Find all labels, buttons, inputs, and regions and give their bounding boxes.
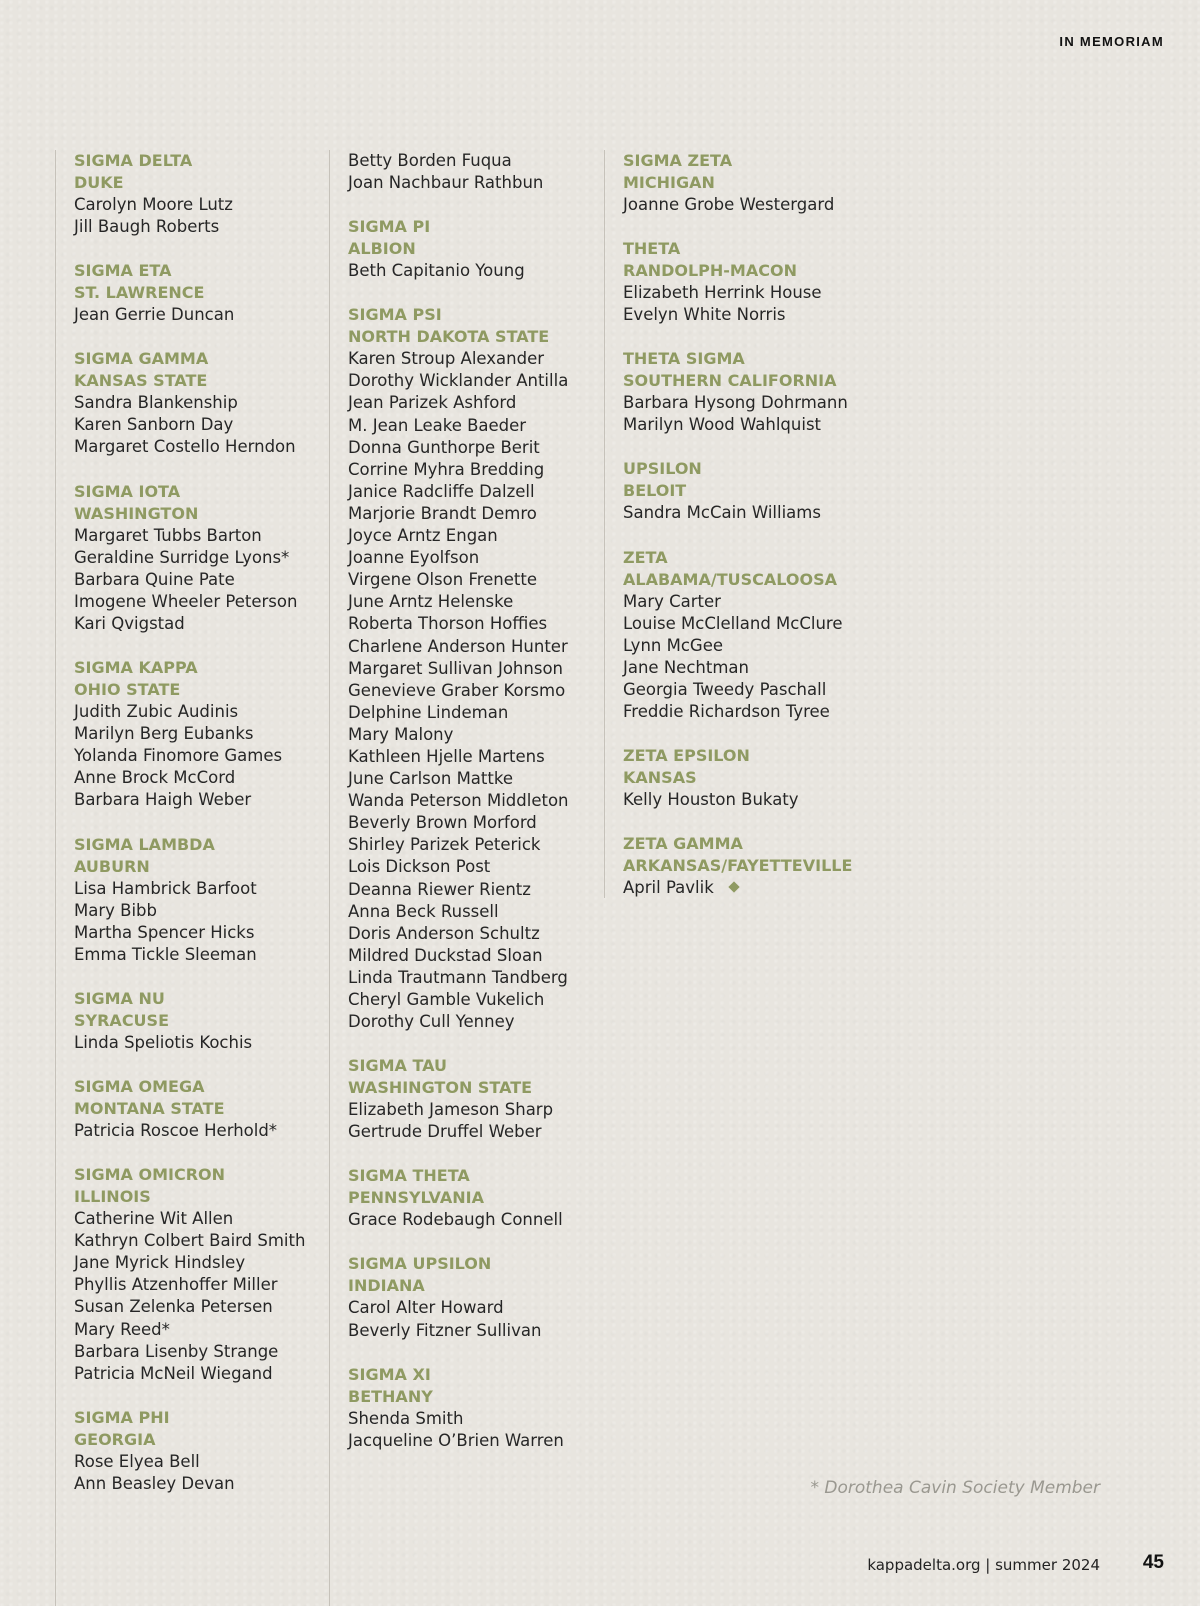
member-name-row xyxy=(74,1274,324,1296)
member-name-row xyxy=(348,503,598,525)
member-name-row xyxy=(74,723,324,745)
chapter-name: SIGMA PHI xyxy=(74,1407,170,1427)
member-name: Martha Spencer Hicks xyxy=(74,922,255,942)
member-name: Susan Zelenka Petersen xyxy=(74,1297,273,1317)
member-name-row xyxy=(74,304,324,326)
member-name-row xyxy=(623,657,873,679)
member-name: Emma Tickle Sleeman xyxy=(74,944,257,964)
chapter-name: ZETA EPSILON xyxy=(623,746,750,766)
member-name: Gertrude Druffel Weber xyxy=(348,1122,542,1142)
school-name: PENNSYLVANIA xyxy=(348,1188,484,1208)
member-name-row xyxy=(348,1011,598,1033)
chapter-section xyxy=(74,1164,324,1385)
member-name-row xyxy=(348,459,598,481)
member-name-row xyxy=(74,944,324,966)
chapter-name: SIGMA NU xyxy=(74,988,165,1008)
member-name: Charlene Anderson Hunter xyxy=(348,636,568,656)
school-name: WASHINGTON STATE xyxy=(348,1078,533,1098)
member-name-row xyxy=(348,481,598,503)
member-name: Marilyn Berg Eubanks xyxy=(74,724,254,744)
member-name: Kathryn Colbert Baird Smith xyxy=(74,1231,306,1251)
chapter-section xyxy=(623,547,873,724)
member-name-row xyxy=(623,304,873,326)
member-name-row xyxy=(623,392,873,414)
chapter-name: THETA SIGMA xyxy=(623,349,745,369)
chapter-section xyxy=(623,458,873,524)
member-name: Joanne Eyolfson xyxy=(348,548,480,568)
member-name: Evelyn White Norris xyxy=(623,305,786,325)
member-name: Doris Anderson Schultz xyxy=(348,923,540,943)
chapter-name: ZETA GAMMA xyxy=(623,834,743,854)
member-name-row xyxy=(74,1473,324,1495)
member-name: Judith Zubic Audinis xyxy=(74,702,239,722)
member-name-row xyxy=(348,967,598,989)
member-name: June Arntz Helenske xyxy=(348,592,514,612)
chapter-name: SIGMA KAPPA xyxy=(74,658,198,678)
member-name-row xyxy=(74,1208,324,1230)
member-name: Louise McClelland McClure xyxy=(623,613,843,633)
member-name: Carol Alter Howard xyxy=(348,1298,504,1318)
member-name-row xyxy=(348,746,598,768)
member-name-row xyxy=(74,436,324,458)
member-name: Geraldine Surridge Lyons* xyxy=(74,547,290,567)
member-name: Jacqueline O’Brien Warren xyxy=(348,1430,564,1450)
chapter-name: UPSILON xyxy=(623,459,702,479)
member-name: Sandra McCain Williams xyxy=(623,503,821,523)
member-name: Patricia Roscoe Herhold* xyxy=(74,1120,278,1140)
member-name: April Pavlik xyxy=(623,878,714,898)
chapter-name: SIGMA ETA xyxy=(74,261,172,281)
member-name-row xyxy=(74,701,324,723)
member-name: Freddie Richardson Tyree xyxy=(623,702,830,722)
member-name: Joan Nachbaur Rathbun xyxy=(348,173,544,193)
member-name-row xyxy=(623,789,873,811)
chapter-section xyxy=(74,1076,324,1142)
member-name-row xyxy=(348,172,598,194)
school-name: RANDOLPH-MACON xyxy=(623,261,797,281)
diamond-icon xyxy=(728,882,739,893)
member-name-row xyxy=(74,613,324,635)
member-name: Ann Beasley Devan xyxy=(74,1473,235,1493)
memorial-column-1 xyxy=(55,150,324,1606)
member-name-row xyxy=(74,878,324,900)
chapter-name: SIGMA XI xyxy=(348,1364,431,1384)
member-name: Donna Gunthorpe Berit xyxy=(348,437,540,457)
member-name: Shirley Parizek Peterick xyxy=(348,835,541,855)
member-name: Kelly Houston Bukaty xyxy=(623,790,799,810)
member-name: M. Jean Leake Baeder xyxy=(348,415,527,435)
member-name: Sandra Blankenship xyxy=(74,393,238,413)
member-name-row xyxy=(74,216,324,238)
member-name: Virgene Olson Frenette xyxy=(348,570,538,590)
chapter-name: SIGMA TAU xyxy=(348,1056,448,1076)
member-name-row xyxy=(623,414,873,436)
member-name: Elizabeth Jameson Sharp xyxy=(348,1100,554,1120)
member-name-row xyxy=(348,812,598,834)
member-name: Cheryl Gamble Vukelich xyxy=(348,990,545,1009)
memorial-column-2 xyxy=(329,150,598,1606)
member-name: Georgia Tweedy Paschall xyxy=(623,679,827,699)
chapter-section xyxy=(348,1055,598,1143)
chapter-section xyxy=(74,150,324,238)
chapter-section xyxy=(74,834,324,966)
member-name-row xyxy=(348,879,598,901)
member-name: Wanda Peterson Middleton xyxy=(348,791,569,811)
member-name-row xyxy=(74,1319,324,1341)
member-name: Barbara Hysong Dohrmann xyxy=(623,393,848,413)
chapter-section xyxy=(623,745,873,811)
member-name-row xyxy=(623,591,873,613)
member-name: Karen Sanborn Day xyxy=(74,415,234,435)
school-name: DUKE xyxy=(74,173,124,192)
member-name-row xyxy=(348,613,598,635)
school-name: BELOIT xyxy=(623,481,687,501)
member-name: Jean Gerrie Duncan xyxy=(74,305,235,325)
member-name-row xyxy=(623,701,873,723)
member-name: Mary Bibb xyxy=(74,900,157,920)
school-name: KANSAS STATE xyxy=(74,371,208,391)
member-name: Corrine Myhra Bredding xyxy=(348,459,545,479)
member-name: Linda Speliotis Kochis xyxy=(74,1032,253,1052)
page-number: 45 xyxy=(1142,1552,1164,1573)
member-name: Beverly Brown Morford xyxy=(348,813,537,833)
memorial-column-3 xyxy=(604,150,873,898)
member-name-row xyxy=(74,569,324,591)
chapter-name: SIGMA UPSILON xyxy=(348,1254,492,1274)
member-name-row xyxy=(74,1120,324,1142)
member-name-row xyxy=(348,658,598,680)
member-name: Barbara Lisenby Strange xyxy=(74,1341,279,1361)
member-name-row xyxy=(348,348,598,370)
member-name: Beverly Fitzner Sullivan xyxy=(348,1320,542,1340)
member-name: Mary Carter xyxy=(623,591,721,611)
school-name: AUBURN xyxy=(74,856,150,876)
member-name-row xyxy=(623,613,873,635)
school-name: MONTANA STATE xyxy=(74,1098,225,1118)
member-name-row xyxy=(74,194,324,216)
member-name: Lynn McGee xyxy=(623,635,723,655)
member-name-row xyxy=(348,945,598,967)
school-name: ILLINOIS xyxy=(74,1187,151,1207)
chapter-name: SIGMA OMICRON xyxy=(74,1165,226,1185)
chapter-name: SIGMA OMEGA xyxy=(74,1076,205,1096)
member-name: June Carlson Mattke xyxy=(348,769,513,789)
member-name-row xyxy=(348,260,598,282)
school-name: ARKANSAS/FAYETTEVILLE xyxy=(623,856,853,876)
member-name-row xyxy=(348,989,598,1011)
footer-site-and-issue: kappadelta.org | summer 2024 xyxy=(867,1556,1100,1574)
member-name-row xyxy=(74,1032,324,1054)
member-name-row xyxy=(348,790,598,812)
member-name-row xyxy=(74,900,324,922)
school-name: MICHIGAN xyxy=(623,173,715,192)
member-name: Karen Stroup Alexander xyxy=(348,349,545,369)
member-name: Kari Qvigstad xyxy=(74,613,185,633)
member-name-row xyxy=(74,1363,324,1385)
member-name: Yolanda Finomore Games xyxy=(74,746,283,766)
chapter-section xyxy=(348,304,598,1033)
school-name: ST. LAWRENCE xyxy=(74,283,205,303)
member-name: Jean Parizek Ashford xyxy=(348,393,517,413)
member-name-row xyxy=(623,282,873,304)
member-name-row xyxy=(348,1209,598,1231)
member-name: Imogene Wheeler Peterson xyxy=(74,591,298,611)
member-name-row xyxy=(74,922,324,944)
member-name-row xyxy=(348,856,598,878)
chapter-section xyxy=(623,833,873,899)
member-name-row xyxy=(348,150,598,172)
chapter-name: SIGMA IOTA xyxy=(74,481,181,501)
member-name-row xyxy=(348,591,598,613)
member-name-row xyxy=(348,1121,598,1143)
member-name: Margaret Costello Herndon xyxy=(74,437,296,457)
member-name: Kathleen Hjelle Martens xyxy=(348,746,545,766)
member-name: Betty Borden Fuqua xyxy=(348,151,512,170)
member-name-row xyxy=(74,789,324,811)
member-name-row xyxy=(348,768,598,790)
member-name: Deanna Riewer Rientz xyxy=(348,879,531,899)
member-name-row xyxy=(74,1341,324,1363)
member-name: Margaret Sullivan Johnson xyxy=(348,658,563,678)
chapter-name: SIGMA LAMBDA xyxy=(74,834,215,854)
school-name: OHIO STATE xyxy=(74,680,181,700)
member-name-row xyxy=(74,1451,324,1473)
school-name: ALBION xyxy=(348,239,416,259)
member-name-row xyxy=(348,901,598,923)
chapter-name: SIGMA THETA xyxy=(348,1166,470,1186)
member-name: Dorothy Wicklander Antilla xyxy=(348,371,569,391)
member-name: Elizabeth Herrink House xyxy=(623,283,822,303)
chapter-section xyxy=(74,348,324,458)
school-name: ALABAMA/TUSCALOOSA xyxy=(623,569,837,589)
member-name: Marilyn Wood Wahlquist xyxy=(623,415,822,435)
member-name-row xyxy=(348,547,598,569)
member-name-row xyxy=(348,636,598,658)
member-name-row xyxy=(348,834,598,856)
member-name: Barbara Quine Pate xyxy=(74,569,235,589)
member-name-row xyxy=(348,1297,598,1319)
member-name: Anne Brock McCord xyxy=(74,768,236,788)
member-name-row xyxy=(623,679,873,701)
member-name: Mary Malony xyxy=(348,724,454,744)
member-name: Jane Myrick Hindsley xyxy=(74,1253,246,1273)
school-name: SYRACUSE xyxy=(74,1010,169,1030)
chapter-section xyxy=(348,216,598,282)
member-name-row xyxy=(348,1408,598,1430)
chapter-section xyxy=(623,238,873,326)
member-name: Lois Dickson Post xyxy=(348,857,491,877)
member-name: Roberta Thorson Hoffies xyxy=(348,614,548,634)
school-name: GEORGIA xyxy=(74,1429,156,1449)
member-name-row xyxy=(348,1099,598,1121)
member-name-row xyxy=(348,680,598,702)
member-name-row xyxy=(74,1252,324,1274)
member-name: Shenda Smith xyxy=(348,1408,464,1428)
school-name: WASHINGTON xyxy=(74,503,199,523)
school-name: BETHANY xyxy=(348,1386,433,1406)
member-name-row xyxy=(623,194,873,216)
member-name-row xyxy=(348,923,598,945)
member-name: Margaret Tubbs Barton xyxy=(74,525,262,545)
member-name: Jane Nechtman xyxy=(623,657,749,677)
member-name: Delphine Lindeman xyxy=(348,702,509,722)
member-name-row xyxy=(74,1230,324,1252)
member-name-row xyxy=(74,392,324,414)
school-name: NORTH DAKOTA STATE xyxy=(348,327,550,347)
chapter-section xyxy=(74,481,324,635)
footnote: * Dorothea Cavin Society Member xyxy=(810,1478,1100,1498)
member-name-row xyxy=(348,724,598,746)
chapter-section xyxy=(74,260,324,326)
member-name: Joanne Grobe Westergard xyxy=(623,195,835,214)
member-name-row xyxy=(348,702,598,724)
chapter-section xyxy=(348,1253,598,1341)
chapter-name: SIGMA PSI xyxy=(348,305,442,325)
chapter-section xyxy=(348,150,598,194)
member-name-row xyxy=(348,1430,598,1452)
chapter-section xyxy=(348,1364,598,1452)
section-title: IN MEMORIAM xyxy=(1059,34,1164,49)
chapter-name: SIGMA PI xyxy=(348,217,431,237)
member-name-row xyxy=(623,877,873,899)
member-name: Mildred Duckstad Sloan xyxy=(348,945,543,965)
chapter-name: SIGMA ZETA xyxy=(623,151,733,170)
chapter-name: ZETA xyxy=(623,547,668,567)
member-name-row xyxy=(74,525,324,547)
member-name: Phyllis Atzenhoffer Miller xyxy=(74,1275,278,1295)
chapter-name: SIGMA DELTA xyxy=(74,151,193,170)
member-name: Dorothy Cull Yenney xyxy=(348,1012,515,1032)
member-name-row xyxy=(348,1320,598,1342)
chapter-name: SIGMA GAMMA xyxy=(74,349,209,369)
member-name-row xyxy=(348,392,598,414)
member-name: Grace Rodebaugh Connell xyxy=(348,1210,563,1230)
member-name-row xyxy=(348,569,598,591)
member-name: Barbara Haigh Weber xyxy=(74,790,252,810)
chapter-section xyxy=(623,150,873,216)
member-name-row xyxy=(74,767,324,789)
member-name-row xyxy=(74,591,324,613)
member-name: Beth Capitanio Young xyxy=(348,261,525,281)
member-name: Anna Beck Russell xyxy=(348,901,499,921)
member-name: Janice Radcliffe Dalzell xyxy=(348,481,535,501)
member-name: Genevieve Graber Korsmo xyxy=(348,680,566,700)
member-name-row xyxy=(74,745,324,767)
chapter-section xyxy=(74,1407,324,1495)
member-name: Lisa Hambrick Barfoot xyxy=(74,878,257,898)
member-name: Joyce Arntz Engan xyxy=(348,526,498,546)
chapter-name: THETA xyxy=(623,239,681,259)
chapter-section xyxy=(74,988,324,1054)
member-name-row xyxy=(74,1296,324,1318)
member-name-row xyxy=(74,414,324,436)
member-name: Mary Reed* xyxy=(74,1319,170,1339)
chapter-section xyxy=(74,657,324,811)
chapter-section xyxy=(348,1165,598,1231)
member-name-row xyxy=(74,547,324,569)
school-name: INDIANA xyxy=(348,1276,425,1296)
chapter-section xyxy=(623,348,873,436)
member-name-row xyxy=(348,415,598,437)
member-name: Marjorie Brandt Demro xyxy=(348,503,537,523)
member-name: Jill Baugh Roberts xyxy=(74,217,220,237)
member-name-row xyxy=(623,502,873,524)
member-name: Catherine Wit Allen xyxy=(74,1209,234,1229)
school-name: KANSAS xyxy=(623,768,697,788)
member-name-row xyxy=(348,525,598,547)
member-name: Rose Elyea Bell xyxy=(74,1451,200,1471)
member-name-row xyxy=(348,370,598,392)
school-name: SOUTHERN CALIFORNIA xyxy=(623,371,837,391)
member-name: Linda Trautmann Tandberg xyxy=(348,967,568,987)
member-name-row xyxy=(623,635,873,657)
member-name-row xyxy=(348,437,598,459)
member-name: Carolyn Moore Lutz xyxy=(74,195,233,214)
member-name: Patricia McNeil Wiegand xyxy=(74,1363,273,1383)
